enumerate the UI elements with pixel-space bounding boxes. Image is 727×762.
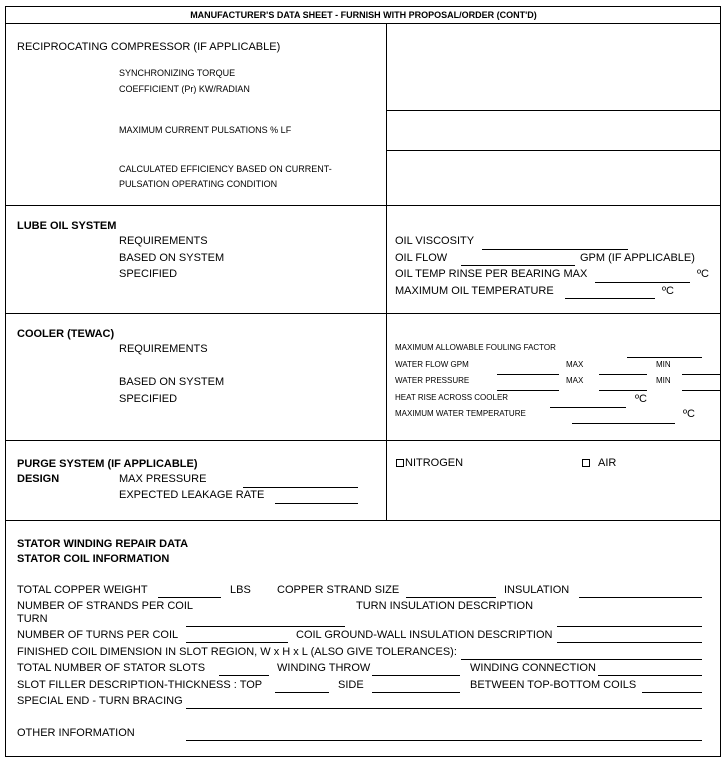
oil-temp-field[interactable] [595,282,690,283]
slot-filler-side-field[interactable] [372,692,460,693]
between-coils-field[interactable] [642,692,702,693]
cooler-heading: COOLER (TEWAC) [17,328,115,340]
water-pressure-max-field[interactable] [599,390,647,391]
water-pressure-field[interactable] [497,390,559,391]
bracing-label: SPECIAL END - TURN BRACING [17,695,183,707]
heat-rise-field[interactable] [550,407,626,408]
insulation-field[interactable] [579,597,702,598]
cooler-requirements: REQUIREMENTS [119,343,208,355]
water-pressure-min-field[interactable] [682,390,720,391]
lube-requirements: REQUIREMENTS [119,235,208,247]
lube-heading: LUBE OIL SYSTEM [17,220,117,232]
section-divider-stator [5,520,721,521]
max-current-field[interactable] [387,111,720,150]
stator-slots-field[interactable] [219,675,269,676]
strand-size-field[interactable] [406,597,496,598]
sync-torque-label-2: COEFFICIENT (Pr) KW/RADIAN [119,84,250,94]
strands-field[interactable] [186,626,345,627]
calc-eff-field[interactable] [387,151,720,205]
nitrogen-label: NITROGEN [405,457,464,469]
max-oil-temp-field[interactable] [565,298,655,299]
ground-wall-label: COIL GROUND-WALL INSULATION DESCRIPTION [296,629,553,641]
water-flow-max-field[interactable] [599,374,647,375]
water-pressure-max-label: MAX [566,376,584,385]
max-water-temp-field[interactable] [572,423,675,424]
slot-filler-side-label: SIDE [338,679,364,691]
strand-size-label: COPPER STRAND SIZE [277,584,400,596]
heat-rise-label: HEAT RISE ACROSS COOLER [395,393,509,402]
coil-dimension-label: FINISHED COIL DIMENSION IN SLOT REGION, W x H x L (ALSO GIVE TOLERANCES): [17,646,457,658]
max-water-temp-unit: ºC [683,408,695,420]
max-current-label: MAXIMUM CURRENT PULSATIONS % LF [119,125,292,135]
sync-torque-label-1: SYNCHRONIZING TORQUE [119,68,236,78]
winding-connection-label: WINDING CONNECTION [470,662,596,674]
slot-filler-top-field[interactable] [275,692,329,693]
fouling-field[interactable] [627,357,702,358]
oil-flow-field[interactable] [461,265,575,266]
oil-viscosity-field[interactable] [482,249,628,250]
sheet-title: MANUFACTURER'S DATA SHEET - FURNISH WITH PROPOSAL/ORDER (CONT'D) [190,10,537,20]
purge-heading: PURGE SYSTEM (IF APPLICABLE) [17,458,198,470]
max-oil-temp-unit: ºC [662,285,674,297]
turns-label: NUMBER OF TURNS PER COIL [17,629,179,641]
other-info-label: OTHER INFORMATION [17,727,135,739]
copper-weight-label: TOTAL COPPER WEIGHT [17,584,148,596]
water-flow-min-field[interactable] [682,374,720,375]
water-pressure-min-label: MIN [656,376,671,385]
sync-torque-field[interactable] [387,24,720,110]
lube-specified: SPECIFIED [119,268,178,280]
insulation-label: INSULATION [504,584,570,596]
oil-flow-gpm: GPM (IF APPLICABLE) [580,252,695,264]
turns-field[interactable] [186,642,288,643]
purge-design: DESIGN [17,473,60,485]
air-checkbox[interactable] [582,459,590,467]
section-divider-cooler [5,313,721,314]
leakage-label: EXPECTED LEAKAGE RATE [119,489,265,501]
oil-temp-unit: ºC [697,268,709,280]
water-flow-min-label: MIN [656,360,671,369]
stator-heading: STATOR WINDING REPAIR DATA [17,538,189,550]
turn-insulation-label: TURN INSULATION DESCRIPTION [356,600,534,612]
calc-eff-label-2: PULSATION OPERATING CONDITION [119,179,278,189]
strands-label: NUMBER OF STRANDS PER COIL [17,600,194,612]
water-flow-max-label: MAX [566,360,584,369]
winding-throw-label: WINDING THROW [277,662,371,674]
fouling-label: MAXIMUM ALLOWABLE FOULING FACTOR [395,343,556,352]
oil-flow-label: OIL FLOW [395,252,448,264]
other-info-field[interactable] [186,740,702,741]
section-divider-purge [5,440,721,441]
air-label: AIR [598,457,617,469]
max-water-temp-label: MAXIMUM WATER TEMPERATURE [395,409,526,418]
copper-weight-unit: LBS [230,584,251,596]
leakage-field[interactable] [275,503,358,504]
water-flow-label: WATER FLOW GPM [395,360,469,369]
turn-insulation-field[interactable] [557,626,702,627]
heat-rise-unit: ºC [635,393,647,405]
oil-temp-label: OIL TEMP RINSE PER BEARING MAX [395,268,588,280]
water-pressure-label: WATER PRESSURE [395,376,470,385]
coil-dimension-field[interactable] [461,659,702,660]
turn-label: TURN [17,613,48,625]
cooler-based: BASED ON SYSTEM [119,376,225,388]
cooler-specified: SPECIFIED [119,393,178,405]
max-oil-temp-label: MAXIMUM OIL TEMPERATURE [395,285,554,297]
slot-filler-label: SLOT FILLER DESCRIPTION-THICKNESS : TOP [17,679,263,691]
recip-heading: RECIPROCATING COMPRESSOR (IF APPLICABLE) [17,41,281,53]
winding-throw-field[interactable] [372,675,460,676]
stator-coil-heading: STATOR COIL INFORMATION [17,553,170,565]
bracing-field[interactable] [186,708,702,709]
ground-wall-field[interactable] [557,642,702,643]
nitrogen-checkbox[interactable] [396,459,404,467]
winding-connection-field[interactable] [598,675,702,676]
section-divider-lube [5,205,721,206]
stator-slots-label: TOTAL NUMBER OF STATOR SLOTS [17,662,206,674]
water-flow-field[interactable] [497,374,559,375]
oil-viscosity-label: OIL VISCOSITY [395,235,475,247]
max-pressure-field[interactable] [243,487,358,488]
max-pressure-label: MAX PRESSURE [119,473,207,485]
between-coils-label: BETWEEN TOP-BOTTOM COILS [470,679,637,691]
lube-based: BASED ON SYSTEM [119,252,225,264]
calc-eff-label-1: CALCULATED EFFICIENCY BASED ON CURRENT- [119,164,332,174]
copper-weight-field[interactable] [158,597,221,598]
